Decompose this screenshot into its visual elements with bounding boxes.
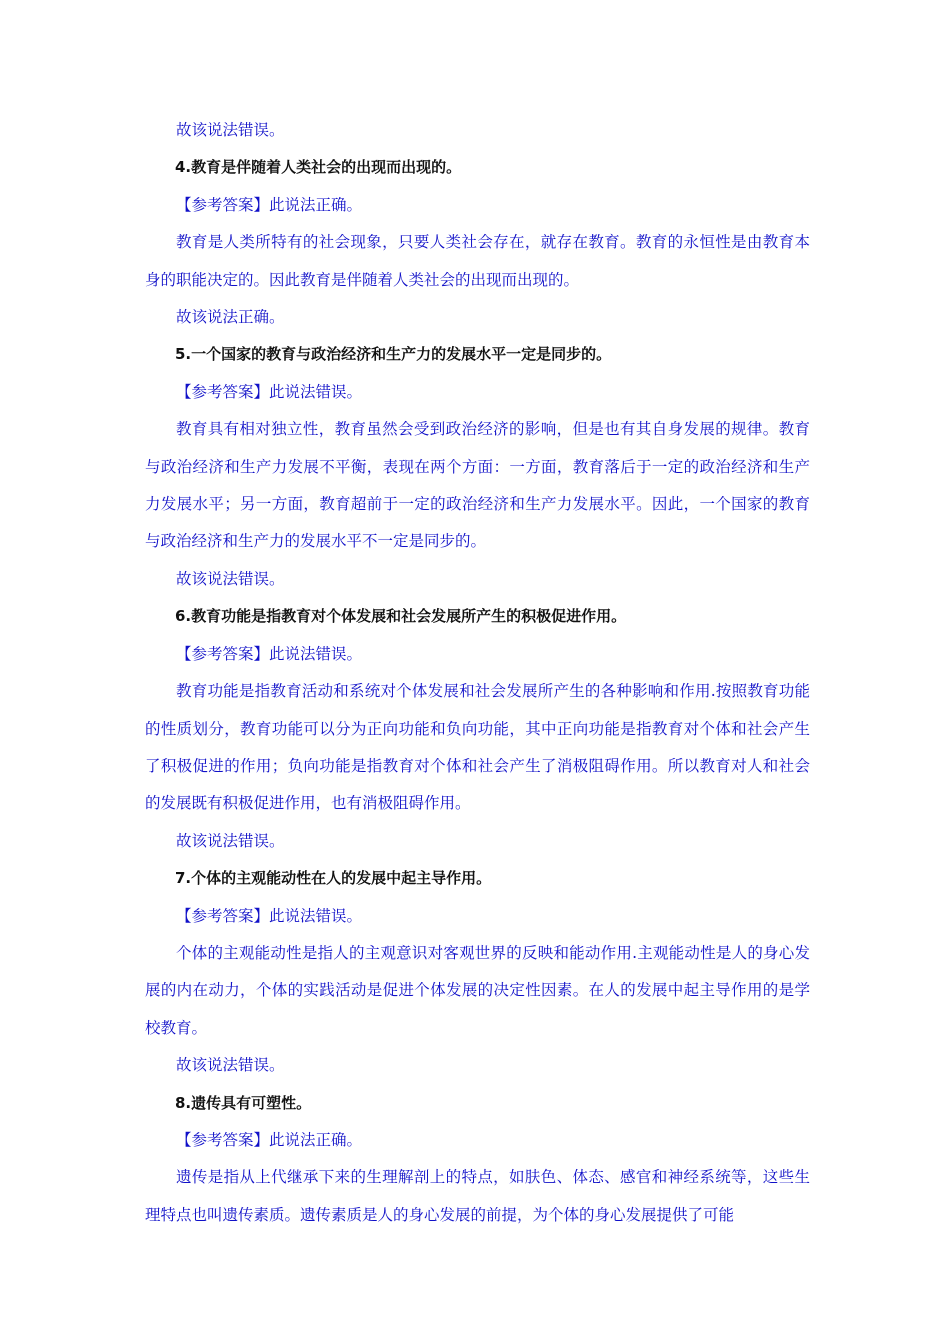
conclusion-text: 故该说法错误。 [176, 569, 285, 588]
answer-label: 【参考答案】此说法正确。 [176, 1130, 363, 1149]
explanation-paragraph: 教育具有相对独立性，教育虽然会受到政治经济的影响，但是也有其自身发展的规律。教育与政治经济和生产力发展不平衡，表现在两个方面：一方面，教育落后于一定的政治经济和生产力发展水平；另一方面，教育超前于一定的政治经济和生产力发展水平。因此，一个国家的教育与政治经济和生产力的发展水平不一定是同步的。 [145, 420, 810, 551]
conclusion-text: 故该说法错误。 [176, 121, 285, 139]
document-page [145, 112, 810, 1234]
explanation-paragraph: 教育是人类所特有的社会现象，只要人类社会存在，就存在教育。教育的永恒性是由教育本身的职能决定的。因此教育是伴随着人类社会的出现而出现的。 [145, 233, 810, 289]
question-7: 7.个体的主观能动性在人的发展中起主导作用。 [175, 869, 492, 888]
conclusion-text: 故该说法错误。 [176, 1056, 285, 1075]
question-4: 4.教育是伴随着人类社会的出现而出现的。 [175, 158, 462, 177]
question-6: 6.教育功能是指教育对个体发展和社会发展所产生的积极促进作用。 [175, 607, 627, 626]
answer-label: 【参考答案】此说法错误。 [176, 906, 363, 925]
question-5: 5.一个国家的教育与政治经济和生产力的发展水平一定是同步的。 [175, 345, 612, 364]
conclusion-text: 故该说法正确。 [176, 308, 285, 327]
answer-label: 【参考答案】此说法正确。 [176, 195, 363, 214]
explanation-paragraph: 教育功能是指教育活动和系统对个体发展和社会发展所产生的各种影响和作用.按照教育功能的性质划分，教育功能可以分为正向功能和负向功能，其中正向功能是指教育对个体和社会产生了积极促进的作用；负向功能是指教育对个体和社会产生了消极阻碍作用。所以教育对人和社会的发展既有积极促进作用，也有消极阻碍作用。 [145, 682, 810, 813]
explanation-paragraph: 个体的主观能动性是指人的主观意识对客观世界的反映和能动作用.主观能动性是人的身心发展的内在动力，个体的实践活动是促进个体发展的决定性因素。在人的发展中起主导作用的是学校教育。 [145, 943, 810, 1037]
answer-label: 【参考答案】此说法错误。 [176, 644, 363, 663]
conclusion-text: 故该说法错误。 [176, 831, 285, 850]
answer-label: 【参考答案】此说法错误。 [176, 382, 363, 401]
explanation-paragraph: 遗传是指从上代继承下来的生理解剖上的特点，如肤色、体态、感官和神经系统等，这些生理特点也叫遗传素质。遗传素质是人的身心发展的前提，为个体的身心发展提供了可能 [145, 1168, 810, 1224]
question-8: 8.遗传具有可塑性。 [175, 1093, 312, 1112]
